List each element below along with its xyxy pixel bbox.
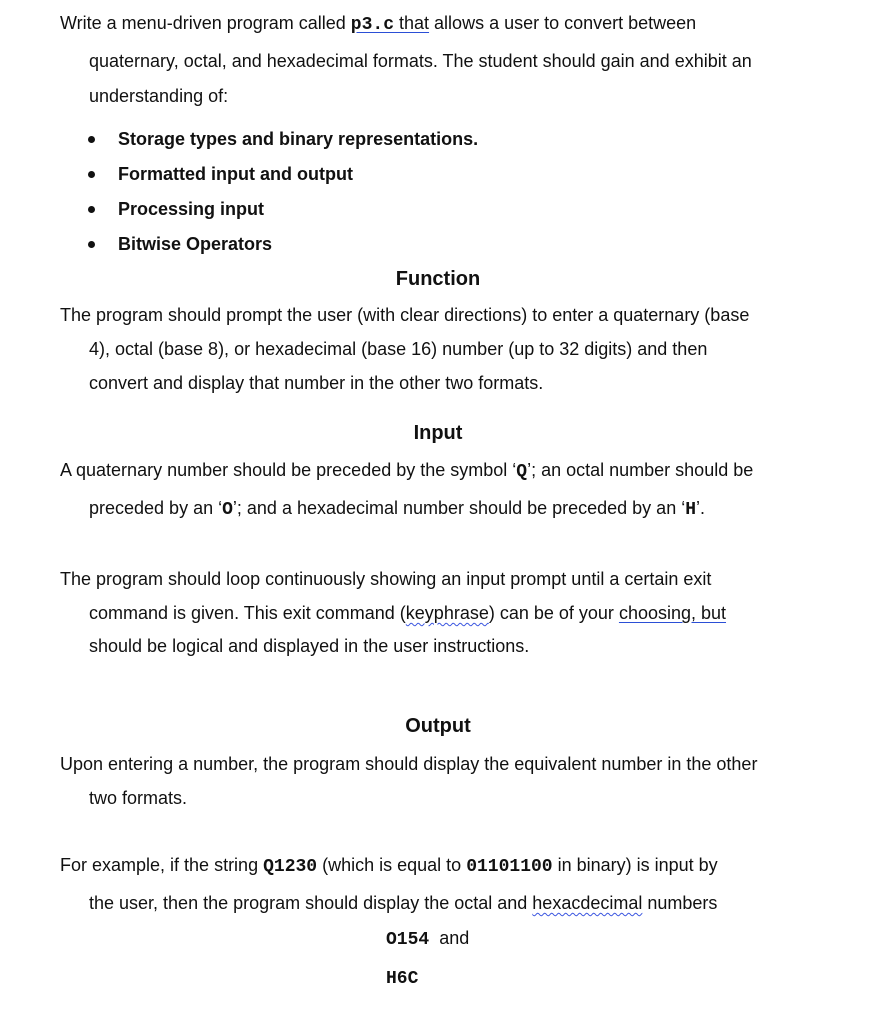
- intro-line-1: [60, 12, 696, 36]
- example-line-1: [60, 854, 718, 878]
- bullet-text: Bitwise Operators: [118, 234, 273, 254]
- loop-text: command is given. This exit command (: [89, 603, 406, 623]
- intro-text: allows a user to convert between: [429, 13, 697, 33]
- example-text: For example, if the string: [60, 855, 264, 875]
- input-line-1: [60, 459, 753, 483]
- loop-line-3: should be logical and displayed in the user instructions.: [89, 636, 530, 656]
- bullet-text: Formatted input and output: [118, 164, 353, 184]
- intro-line-2: quaternary, octal, and hexadecimal formats. The student should gain and exhibit an: [89, 51, 752, 71]
- example-text: (which is equal to: [317, 855, 467, 875]
- loop-line-1: The program should loop continuously showing an input prompt until a certain exit: [60, 569, 712, 589]
- hex-result-line: [386, 966, 418, 990]
- output-heading: Output: [405, 715, 471, 737]
- keyphrase-word: keyphrase: [405, 603, 489, 623]
- hex-symbol: H: [685, 500, 697, 520]
- output-line-2: two formats.: [89, 788, 188, 808]
- octal-symbol: O: [222, 500, 233, 520]
- example-text: the user, then the program should display the octal and: [89, 893, 533, 913]
- input-text: ’; an octal number should be: [527, 460, 754, 480]
- example-line-2: [89, 892, 717, 914]
- bullet-text: Storage types and binary representations.: [118, 129, 479, 149]
- loop-line-2: [89, 602, 726, 624]
- intro-line-3: understanding of:: [89, 86, 229, 106]
- input-text: A quaternary number should be preceded by the symbol ‘: [60, 460, 517, 480]
- function-line-1: The program should prompt the user (with clear directions) to enter a quaternary (base: [60, 305, 750, 325]
- bullet-dot-icon: [88, 171, 95, 178]
- function-line-3: convert and display that number in the other two formats.: [89, 373, 544, 393]
- hexacdecimal-word: hexacdecimal: [532, 893, 643, 913]
- function-line-2: 4), octal (base 8), or hexadecimal (base 16) number (up to 32 digits) and then: [89, 339, 708, 359]
- example-binary-code: 01101100: [466, 857, 553, 877]
- bullet-text: Processing input: [118, 199, 265, 219]
- quaternary-symbol: Q: [516, 462, 528, 482]
- hex-result-code: H6C: [386, 969, 419, 989]
- octal-result-line: [386, 927, 469, 951]
- bullet-dot-icon: [88, 241, 95, 248]
- input-line-2: [89, 497, 705, 521]
- intro-text: that: [394, 13, 430, 33]
- example-text: in binary) is input by: [552, 855, 718, 875]
- function-heading: Function: [395, 268, 481, 290]
- filename-code: p3.c: [350, 15, 395, 35]
- input-text: ’.: [696, 498, 706, 518]
- bullet-dot-icon: [88, 206, 95, 213]
- and-word: and: [429, 928, 470, 948]
- output-line-1: Upon entering a number, the program should display the equivalent number in the other: [60, 754, 758, 774]
- example-input-code: Q1230: [263, 857, 318, 877]
- octal-result-code: O154: [386, 930, 430, 950]
- input-heading: Input: [413, 422, 463, 444]
- intro-text: Write a menu-driven program called: [60, 13, 351, 33]
- input-text: preceded by an ‘: [89, 498, 223, 518]
- bullet-dot-icon: [88, 136, 95, 143]
- choosing-phrase: choosing, but: [618, 603, 727, 623]
- example-text: numbers: [642, 893, 718, 913]
- input-text: ’; and a hexadecimal number should be preceded by an ‘: [232, 498, 686, 518]
- loop-text: ) can be of your: [488, 603, 619, 623]
